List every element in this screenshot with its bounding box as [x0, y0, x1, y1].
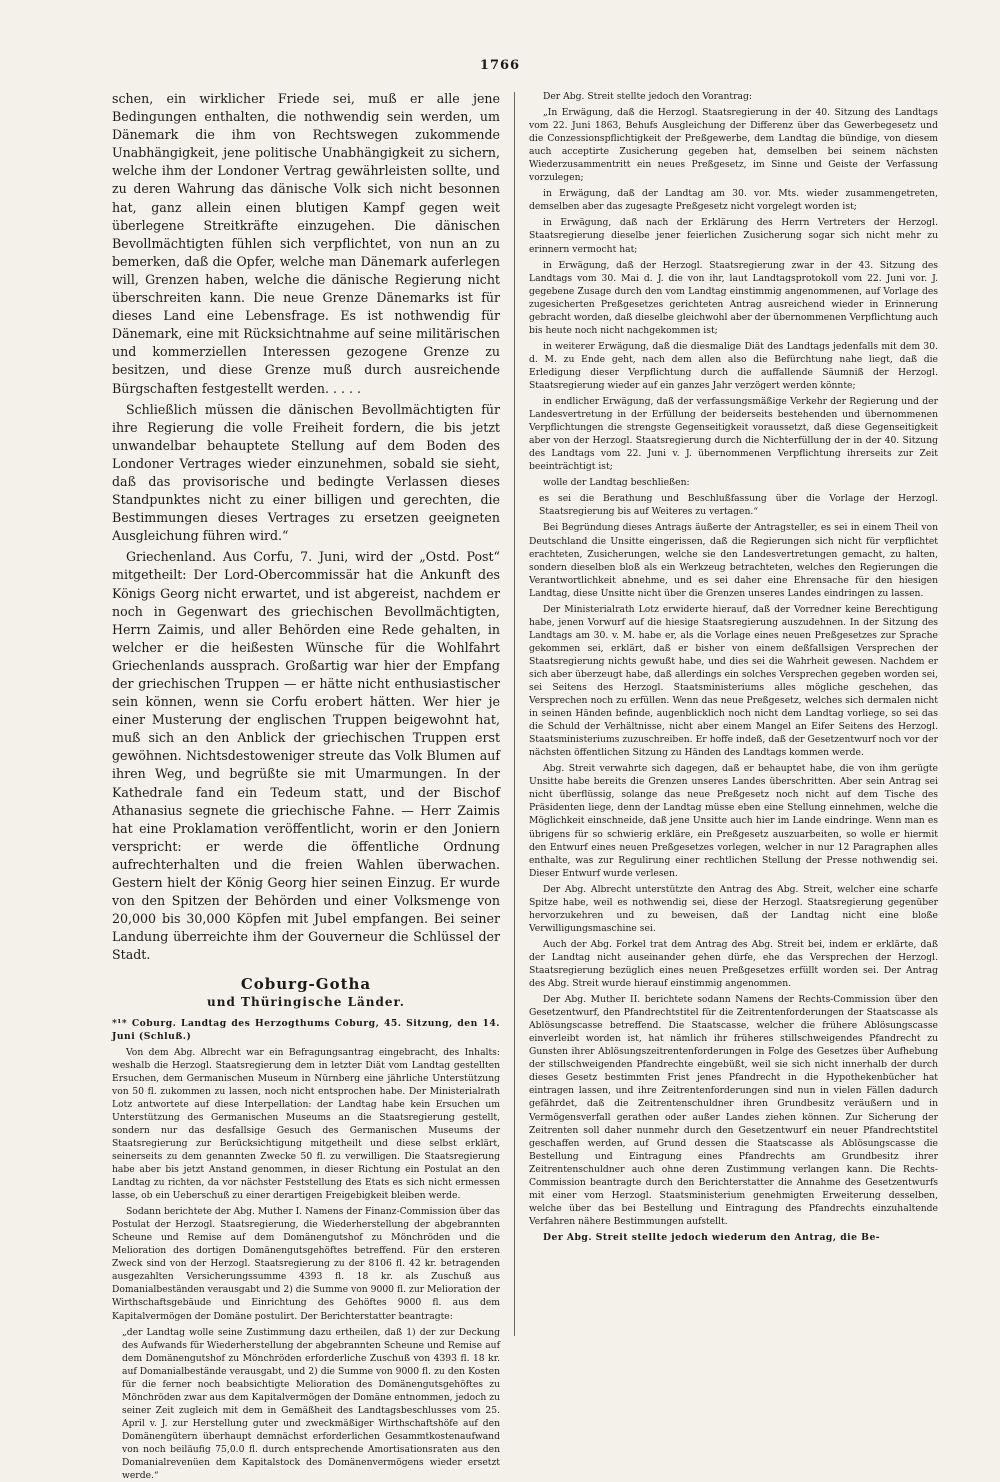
- article-paragraph: Schließlich müssen die dänischen Bevollmächtigten für ihre Regierung die volle Freiheit fordern, die bis jetzt unwandelbar behauptete Stellung auf dem Boden des Londoner Vertrages wieder einzunehmen, sobald sie sieht, daß das provisorische und bedingte Verlassen dieses Standpunktes nicht zu einer billigen und gerechten, die Bestimmungen dieses Vertrages zu ersetzen geeigneten Ausgleichung führen wird.“: [112, 401, 500, 544]
- motion-clause: wolle der Landtag beschließen:: [543, 477, 690, 489]
- page-number: 1766: [479, 58, 521, 73]
- quoted-motion: „der Landtag wolle seine Zustimmung dazu ertheilen, daß 1) der zur Deckung des Aufwands für Wiederherstellung der abgebrannten Scheune und Remise auf dem Domänengutshof zu Mönchröden erforderliche Zuschuß von 4393 fl. 18 kr. auf Domanialbestände verausgabt, und 2) die Summe von 9000 fl. zu den Kosten für die ferner noch beabsichtigte Melioration des Domänengutsgehöftes zu Mönchröden zwar aus dem Kapitalvermögen der Domäne entnommen, jedoch zu seiner Zeit zugleich mit dem in Gemäßheit des Landtagsbeschlusses vom 25. April v. J. zur Herstellung guter und zweckmäßiger Wirthschaftshöfe auf den Domänengütern überhaupt demnächst erforderlichen Gesammtkostenaufwand von noch beiläufig 75,0.0 fl. durch entsprechende Amortisationsraten aus den Domanialrevenüen dem Kapitalstock des Domänenvermögens wieder ersetzt werde.“: [122, 1326, 500, 1482]
- report-paragraph: Sodann berichtete der Abg. Muther I. Namens der Finanz-Commission über das Postulat der Herzogl. Staatsregierung, die Wiederherstellung der abgebrannten Scheune und Remise auf dem Domänengutshof zu Mönchröden und die Melioration des dortigen Domänengutsgehöftes betreffend. Für den ersteren Zweck sind von der Herzogl. Staatsregierung zu der 8106 fl. 42 kr. betragenden ausgezahlten Versicherungssumme 4393 fl. 18 kr. als Zuschuß aus Domanialbeständen verausgabt und 2) die Summe von 9000 fl. zur Melioration der Wirthschaftsgebäude und Einrichtung des Gehöftes 9000 fl. aus dem Kapitalvermögen der Domäne postulirt. Der Berichterstatter beantragte:: [112, 1206, 500, 1322]
- article-paragraph-greece: Griechenland. Aus Corfu, 7. Juni, wird der „Ostd. Post“ mitgetheilt: Der Lord-Obercommissär hat die Ankunft des Königs Georg nicht erwartet, und ist abgereist, nachdem er noch in Gegenwart des griechischen Bevollmächtigten, Herrn Zaimis, und aller Behörden eine Rede gehalten, in welcher er die heißesten Wünsche für die Wohlfahrt Griechenlands aussprach. Großartig war hier der Empfang der griechischen Truppen — er hätte nicht enthusiastischer sein können, wenn sie Corfu erobert hätten. Wer hier je einer Musterung der englischen Truppen beigewohnt hat, muß sich an den Anblick der griechischen Truppen erst gewöhnen. Nichtsdestoweniger streute das Volk Blumen auf ihren Weg, und begrüßte sie mit Umarmungen. In der Kathedrale fand ein Tedeum statt, und der Bischof Athanasius segnete die griechische Fahne. — Herr Zaimis hat eine Proklamation veröffentlicht, worin er den Joniern verspricht: er werde die öffentliche Ordnung aufrechterhalten und die freien Wahlen überwachen. Gestern hielt der König Georg hier seinen Einzug. Er wurde von den Spitzen der Behörden und einer Volksmenge von 20,000 bis 30,000 Köpfen mit Jubel empfangen. Bei seiner Landung überreichte ihm der Gouverneur die Schlüssel der Stadt.: [112, 549, 500, 963]
- report-paragraph: Der Abg. Streit stellte jedoch den Vorantrag:: [543, 91, 752, 102]
- left-column: [112, 90, 500, 1482]
- columns: [112, 90, 938, 1482]
- section-heading: Coburg-Gotha: [240, 974, 372, 993]
- article-paragraph: schen, ein wirklicher Friede sei, muß er alle jene Bedingungen enthalten, die nothwendig sein werden, um Dänemark die ihm von Rechtswegen zukommende Unabhängigkeit, jene politische Unabhängigkeit zu sichern, welche ihm der Londoner Vertrag gewährleisten sollte, und zu deren Wahrung das dänische Volk sich nicht besonnen hat, ganz allein einen blutigen Kampf gegen weit überlegene Streitkräfte einzugehen. Die dänischen Bevollmächtigten fühlen sich verpflichtet, von nun an zu bemerken, daß die Opfer, welche man Dänemark auferlegen will, Grenzen haben, welche die dänische Regierung nicht überschreiten kann. Die neue Grenze Dänemarks ist für dieses Land eine Lebensfrage. Es ist nothwendig für Dänemark, eine mit Rücksichtnahme auf seine militärischen und kommerziellen Interessen gezogene Grenze zu besitzen, und diese Grenze muß durch ausreichende Bürgschaften festgestellt werden. . . . .: [112, 91, 500, 396]
- report-paragraph-continued: Der Abg. Streit stellte jedoch wiederum den Antrag, die Be-: [543, 1231, 881, 1243]
- motion-clause: in Erwägung, daß nach der Erklärung des Herrn Vertreters der Herzogl. Staatsregierung dieselbe jener feierlichen Zusicherung sogar sich nicht mehr zu erinnern vermocht hat;: [529, 217, 938, 255]
- report-paragraph: Abg. Streit verwahrte sich dagegen, daß er behauptet habe, die von ihm gerügte Unsitte habe bereits die Grenzen unseres Landes überschritten. Aber sein Antrag sei nicht überflüssig, solange das neue Preßgesetz noch nicht auf dem Tische des Präsidenten liege, denn der Landtag müsse eben eine Stellung einnehmen, welche die Möglichkeit einschneide, daß jene Unsitte auch hier im Lande eindringe. Wenn man es übrigens für so schwierig erkläre, ein Preßgesetz auszuarbeiten, so wolle er hiermit den Entwurf eines neuen Preßgesetzes vorlegen, welcher in nur 12 Paragraphen alles enthalte, was zur Regulirung einer rechtlichen Stellung der Presse nothwendig sei. Dieser Entwurf wurde verlesen.: [529, 763, 938, 879]
- report-paragraph: Der Ministerialrath Lotz erwiderte hierauf, daß der Vorredner keine Berechtigung habe, jenen Vorwurf auf die hiesige Staatsregierung auszudehnen. In der Sitzung des Landtags am 30. v. M. habe er, als die Vorlage eines neuen Preßgesetzes zur Sprache gekommen sei, erklärt, daß er bisher von einem deßfallsigen Versprechen der Staatsregierung nichts gewußt habe, und dies sei die Wahrheit gewesen. Nachdem er sich aber überzeugt habe, daß allerdings ein solches Versprechen gegeben worden sei, sei Seitens des Herzogl. Staatsministeriums alles mögliche geschehen, das Versprechen noch zu erfüllen. Wenn das neue Preßgesetz, welches sich dermalen nicht in seinen Händen befinde, augenblicklich noch nicht dem Landtag vorliege, so sei das die Schuld der Verhältnisse, nicht aber einem Mangel an Eifer Seitens des Herzogl. Staatsministeriums zuzuschreiben. Er hoffe indeß, daß der Gesetzentwurf noch vor der nächsten öffentlichen Sitzung zu Händen des Landtags kommen werde.: [529, 603, 938, 759]
- motion-clause: in Erwägung, daß der Herzogl. Staatsregierung zwar in der 43. Sitzung des Landtags vom 30. Mai d. J. die von ihr, laut Landtagsprotokoll vom 22. Juni vor. J. gegebene Zusage durch den vom Landtag einstimmig angenommenen, auf Vorlage des zugesicherten Preßgesetzes gerichteten Antrag ausreichend wieder in Erinnerung gebracht worden, daß dieselbe gleichwohl aber der übernommenen Verpflichtung auch bis heute noch nicht nachgekommen ist;: [529, 259, 938, 336]
- report-paragraph: Der Abg. Albrecht unterstützte den Antrag des Abg. Streit, welcher eine scharfe Spitze habe, weil es nothwendig sei, diese der Herzogl. Staatsregierung gegenüber hervorzukehren und zu beweisen, daß der Landtag nicht eine bloße Verwilligungsmaschine sei.: [529, 883, 938, 934]
- dateline: *¹* Coburg. Landtag des Herzogthums Coburg, 45. Sitzung, den 14. Juni (Schluß.): [112, 1017, 500, 1042]
- motion-clause: in endlicher Erwägung, daß der verfassungsmäßige Verkehr der Regierung und der Landesvertretung in der Erfüllung der beiderseits bestehenden und übernommenen Verpflichtungen die strengste Gegenseitigkeit voraussetzt, daß diese Gegenseitigkeit aber von der Herzogl. Staatsregierung durch die Nichterfüllung der in der 40. Sitzung des Landtags vom 22. Juni v. J. übernommenen Verpflichtung ihrerseits zur Zeit beeinträchtigt ist;: [529, 396, 938, 473]
- report-paragraph: Bei Begründung dieses Antrags äußerte der Antragsteller, es sei in einem Theil von Deutschland die Unsitte eingerissen, daß die Regierungen sich nicht für verpflichtet erachteten, Zusicherungen, welche sie den Landesvertretungen gemacht, zu halten, sondern dieselben bloß als ein Werkzeug betrachteten, welches den Regierungen die Verantwortlichkeit abnehme, und es sei daher eine Ehrensache für den hiesigen Landtag, diese Unsitte nicht über die Grenzen unseres Landes eindringen zu lassen.: [529, 522, 938, 599]
- section-subheading: und Thüringische Länder.: [207, 994, 405, 1009]
- motion-clause: in Erwägung, daß der Landtag am 30. vor. Mts. wieder zusammengetreten, demselben aber das zugesagte Preßgesetz nicht vorgelegt worden ist;: [529, 188, 938, 213]
- motion-resolution: es sei die Berathung und Beschlußfassung über die Vorlage der Herzogl. Staatsregierung bis auf Weiteres zu vertagen.“: [539, 493, 938, 518]
- motion-clause: in weiterer Erwägung, daß die diesmalige Diät des Landtags jedenfalls mit dem 30. d. M. zu Ende geht, nach dem allen also die Befürchtung nahe liegt, daß die Erledigung dieser Verpflichtung durch die auffallende Säumniß der Herzogl. Staatsregierung wieder auf ein ganzes Jahr verzögert werden könnte;: [529, 340, 938, 391]
- column-divider: [514, 92, 515, 1336]
- report-paragraph: Der Abg. Muther II. berichtete sodann Namens der Rechts-Commission über den Gesetzentwurf, den Pfandrechtstitel für die Zeitrentenforderungen der Staatscasse als Ablösungscasse betreffend. Die Staatscasse, welcher die frühere Ablösungscasse einverleibt worden ist, hat nämlich ihr früheres stillschweigendes Pfandrecht zu Gunsten ihrer Ablösungszeitrentenforderungen in Folge des Gesetzes über Aufhebung der stillschweigenden Pfandrechte eingebüßt, weil sie sich nicht innerhalb der durch dieses Gesetz bestimmten Frist jenes Pfandrecht in die Hypothekenbücher hat eintragen lassen, und ihre Zeitrentenforderungen sind nun in vielen Fällen dadurch gefährdet, daß die Zeitrentenschuldner ihren Grundbesitz veräußern und in Vermögensverfall gerathen oder außer Landes ziehen können. Zur Sicherung der Zeitrenten soll daher nunmehr durch den Gesetzentwurf ein neuer Pfandrechtstitel geschaffen werden, auf Grund dessen die Staatscasse als Ablösungscasse die Bestellung und Eintragung eines Pfandrechts am Grundbesitz ihrer Zeitrentenschuldner auch ohne deren Zustimmung verlangen kann. Die Rechts-Commission beantragte durch den Berichterstatter die Annahme des Gesetzentwurfs mit einer vom Herzogl. Staatsministerium genehmigten Erweiterung desselben, welche über das bei Bestellung und Eintragung des Pfandrechts einzuhaltende Verfahren nähere Bestimmungen aufstellt.: [529, 994, 938, 1227]
- report-paragraph: Von dem Abg. Albrecht war ein Befragungsantrag eingebracht, des Inhalts: weshalb die Herzogl. Staatsregierung dem in letzter Diät vom Landtag gestellten Ersuchen, dem Germanischen Museum in Nürnberg eine jährliche Unterstützung von 50 fl. zukommen zu lassen, noch nicht entsprochen habe. Der Ministerialrath Lotz antwortete auf diese Interpellation: der Landtag habe kein Ersuchen um Unterstützung des Germanischen Museums an die Staatsregierung gestellt, sondern nur das desfallsige Gesuch des Germanischen Museums der Staatsregierung zur Berücksichtigung mitgetheilt und diese selbst erklärt, seinerseits zu dem genannten Zwecke 50 fl. zu verwilligen. Die Staatsregierung habe aber bis jetzt Anstand genommen, in dieser Richtung ein Postulat an den Landtag zu richten, da vor nächster Feststellung des Etats es sich nicht ermessen lasse, ob ein Ueberschuß zu einer derartigen Freigebigkeit bleiben werde.: [112, 1046, 500, 1202]
- right-column: [529, 90, 938, 1336]
- report-paragraph: Auch der Abg. Forkel trat dem Antrag des Abg. Streit bei, indem er erklärte, daß der Landtag nicht auseinander gehen dürfe, ehe das Versprechen der Herzogl. Staatsregierung bezüglich eines neuen Preßgesetzes erfüllt worden sei. Der Antrag des Abg. Streit wurde hierauf einstimmig angenommen.: [529, 938, 938, 990]
- motion-clause: „In Erwägung, daß die Herzogl. Staatsregierung in der 40. Sitzung des Landtags vom 22. Juni 1863, Behufs Ausgleichung der Differenz über das Gewerbegesetz und die Conzessionspflichtigkeit der Preßgewerbe, dem Landtag die bündige, von diesem auch acceptirte Zusicherung gegeben hat, demselben bei seinem nächsten Wiederzusammentritt ein neues Preßgesetz, im Sinne und Geiste der Verfassung vorzulegen;: [529, 107, 938, 184]
